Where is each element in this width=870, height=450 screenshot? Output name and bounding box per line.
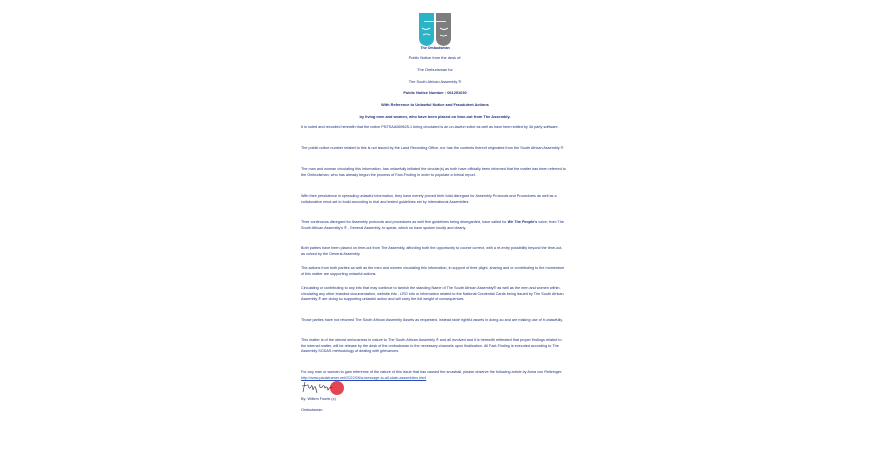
signature-with-red-seal-icon [301, 378, 345, 398]
paragraph: It is noted and recorded herewith that the notice PNTSAA069825-1 being circulated is an un-lawful notice as well as have been edited by 3d party software. [301, 125, 559, 129]
paragraph: The actions from both parties as well as the men and women circulating this information, in support of their plight, sharing and or contributing to the momentum of this matter are supporting unlawful actions. [301, 266, 565, 276]
paragraph: Those parties have not returned The South African Assembly Assets as requested, instead stole rightful assets in doing-so and are making use of it unlawfully. [301, 318, 563, 322]
paragraph: Circulating or contributing to any info that may continue to tarnish the standing Name of The South African Assembly® as well as the men and women within, circulating any other branded documentation, website info , LRO info or information related to the National Credential Cards being issued by The South African Assembly ® are doing so supporting unlawful action and will carry the full weight of consequences. [301, 286, 564, 302]
signature-by: By: Willem Fourie.(c) [301, 397, 336, 401]
ombudsman-masks-scale-icon [418, 12, 452, 48]
notice-number: Public Notice Number : 061291630 [403, 90, 467, 95]
header-line-3: The South African Assembly ® [408, 79, 462, 84]
paragraph: The man and woman circulating this information, has unlawfully initiated the circular(s) as both have officially been informed that the matter has been referred to the Ombudsman, who has already begun the process of Fact-Finding in order to populate a formal report. [301, 167, 566, 177]
logo-caption: The Ombudsman [420, 46, 450, 50]
paragraph: Both parties have been placed on time-out from The Assembly, affording both the opportunity to course correct, with a re-entry possibility beyond the time-out, as voiced by the General Assembly. [301, 246, 563, 256]
header-line-1: Public Notice from the desk of: [408, 55, 462, 60]
article-link[interactable]: http://www.paulstramer.net/2022/09/a-message-to-all-state-assemblies.html [301, 375, 427, 380]
paragraph: With their persistence in spreading unlawful information, they have merely proved their total disregard for Assembly Protocols and Procedures as well as a collaborative mind-set to build according to trial and tested guidelines set by International Assemblies. [301, 194, 557, 204]
paragraph: For any man or woman to gain reference of the nature of this issue that has caused the snowball, please observe the following article by Anna von Reitzinger: http://www.paulstramer.net/2022/09/a-message-to-all-state-assemblies.html [301, 370, 563, 380]
signature-title: Ombudsman [301, 408, 323, 412]
notice-subject: With Reference to Unlawful Notice and Fraudulent Actions [381, 102, 489, 107]
paragraph: Their continuous disregard for Assembly protocols and procedures as well firm guidelines being disregarded, have called for We The People's voice, from The South African Assembly's ® , General Assembly, to speak, which so have spoken loudly and clearly. [301, 220, 564, 230]
notice-subject-2: by living men and women, who have been placed on time-out from The Assembly. [359, 114, 511, 119]
we-the-peoples-emphasis: We The People's [507, 220, 538, 224]
paragraph: This matter is of the utmost seriousness in nature to The South African Assembly ® and all involved and it is herewith reiterated that proper findings related to the internal matter, will be release by the desk of the ombudsman to the necessary channels upon finalization. All Fact-Finding is executed according to The Assembly SODAS methodology of dealing with grievances. [301, 338, 562, 354]
paragraph: The public notice number related to this is not issued by the Land Recording Office, nor has the contents thereof originated from the South African Assembly ® [301, 146, 564, 150]
header-line-2: The Ombudsman for [417, 67, 453, 72]
